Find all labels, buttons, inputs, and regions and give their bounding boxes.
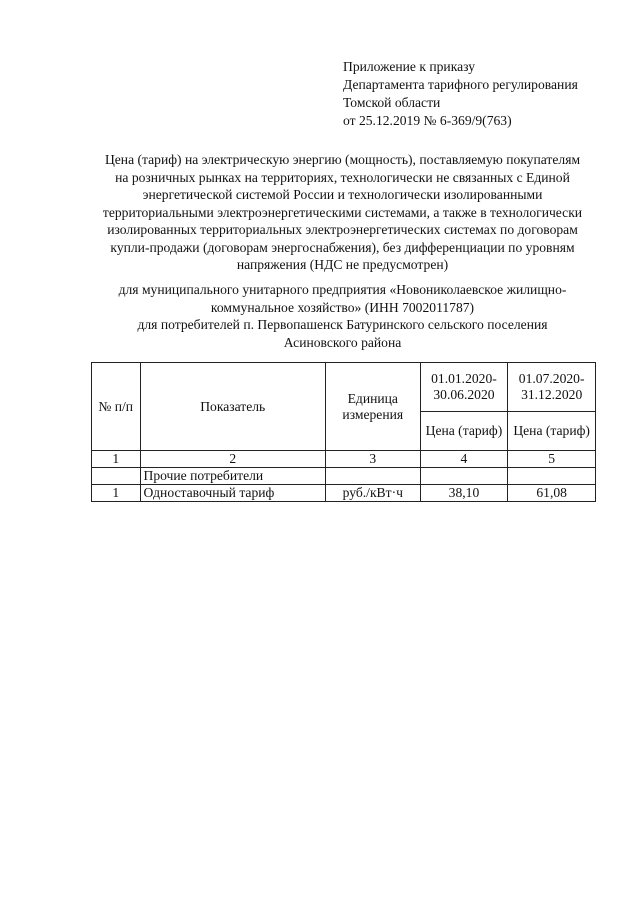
document-title	[90, 151, 595, 274]
appendix-block	[343, 58, 578, 130]
appendix-line: от 25.12.2019 № 6-369/9(763)	[343, 113, 512, 128]
appendix-line: Томской области	[343, 95, 441, 110]
column-number: 1	[92, 451, 141, 468]
column-number: 5	[508, 451, 596, 468]
column-number: 4	[420, 451, 508, 468]
header-price-2: Цена (тариф)	[508, 412, 596, 451]
table-header-row	[92, 363, 596, 412]
group-num-cell	[92, 468, 141, 485]
title-line: изолированных территориальных электроэнергетических системах по договорам	[107, 222, 578, 237]
org-line: для потребителей п. Первопашенск Батуринского сельского поселения	[137, 317, 548, 332]
group-label: Прочие потребители	[140, 468, 325, 485]
header-price-1: Цена (тариф)	[420, 412, 508, 451]
header-num: № п/п	[92, 363, 141, 451]
tariff-table	[91, 362, 596, 502]
org-line: для муниципального унитарного предприятия «Новониколаевское жилищно-	[118, 282, 567, 297]
column-number: 3	[325, 451, 420, 468]
org-line: коммунальное хозяйство» (ИНН 7002011787)	[210, 299, 475, 315]
organization-block	[90, 281, 595, 351]
title-line: энергетической системой России и технологически изолированными	[142, 187, 543, 202]
row-unit: руб./кВт·ч	[325, 485, 420, 502]
appendix-line: Приложение к приказу	[343, 59, 476, 74]
header-unit: Единица измерения	[325, 363, 420, 451]
appendix-line: Департамента тарифного регулирования	[343, 77, 578, 92]
column-number: 2	[140, 451, 325, 468]
column-number-row	[92, 451, 596, 468]
row-period-2-value: 61,08	[508, 485, 596, 502]
row-num: 1	[92, 485, 141, 502]
org-line: Асиновского района	[283, 334, 402, 350]
title-line: напряжения (НДС не предусмотрен)	[236, 257, 449, 272]
group-empty-cell	[420, 468, 508, 485]
table-row	[92, 485, 596, 502]
row-period-1-value: 38,10	[420, 485, 508, 502]
title-line: Цена (тариф) на электрическую энергию (мощность), поставляемую покупателям	[104, 152, 581, 167]
group-row	[92, 468, 596, 485]
group-empty-cell	[325, 468, 420, 485]
header-indicator: Показатель	[140, 363, 325, 451]
header-period-1: 01.01.2020-30.06.2020	[420, 363, 508, 412]
group-empty-cell	[508, 468, 596, 485]
row-indicator: Одноставочный тариф	[140, 485, 325, 502]
title-line: купли-продажи (договорам энергоснабжения), без дифференциации по уровням	[110, 239, 575, 255]
header-period-2: 01.07.2020-31.12.2020	[508, 363, 596, 412]
title-line: на розничных рынках на территориях, технологически не связанных с Единой	[115, 169, 570, 185]
title-line: территориальными электроэнергетическими системами, а также в технологически	[102, 204, 583, 220]
